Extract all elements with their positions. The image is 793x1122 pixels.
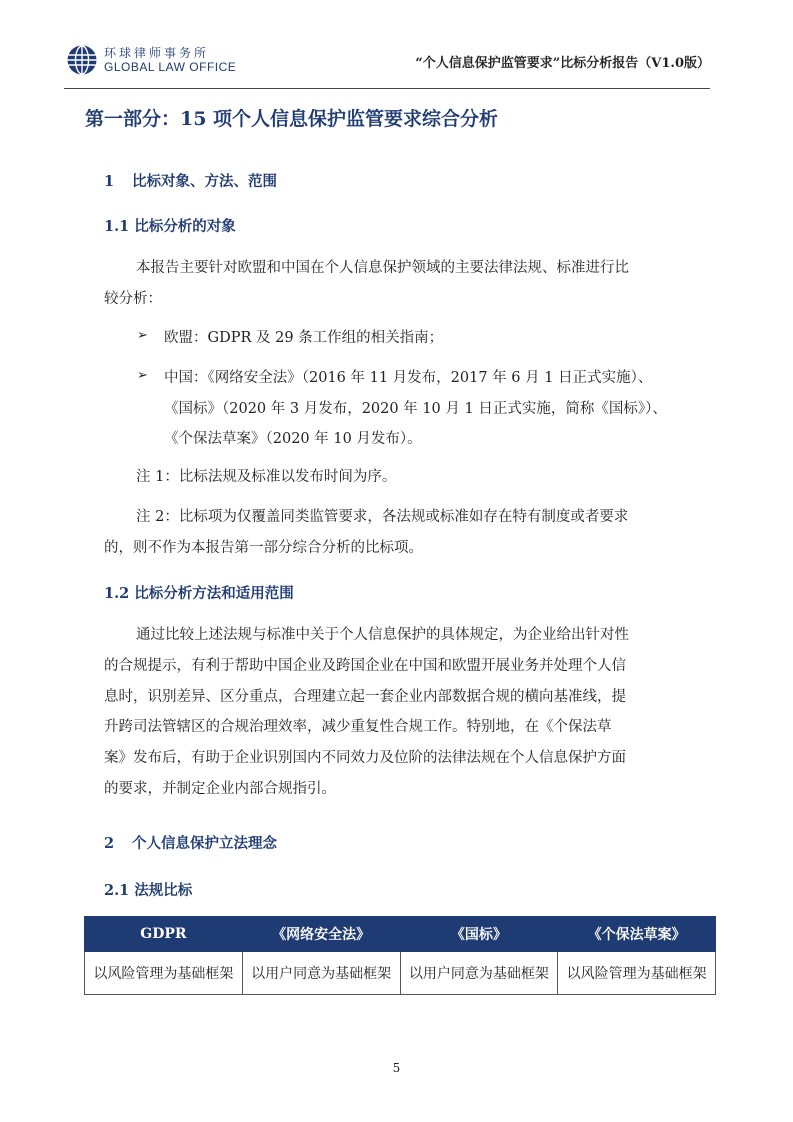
table-header-cell: 《网络安全法》 <box>242 917 400 952</box>
bullet-china-line-2: 《国标》（2020 年 3 月发布，2020 年 10 月 1 日正式实施，简称《国标》）、 <box>164 401 667 417</box>
intro-line-2: 较分析： <box>104 291 162 307</box>
table-row <box>85 952 716 995</box>
section-1-number: 1 <box>104 173 115 190</box>
method-line-5: 案》发布后，有助于企业识别国内不同效力及位阶的法律法规在个人信息保护方面 <box>104 750 626 766</box>
bullet-china-line-3: 《个保法草案》（2020 年 10 月发布）。 <box>164 431 422 447</box>
section-2-1-heading: 2.1 法规比标 <box>104 882 193 899</box>
report-header-title: “个人信息保护监管要求”比标分析报告（V1.0版） <box>415 56 710 71</box>
intro-line-1: 本报告主要针对欧盟和中国在个人信息保护领域的主要法律法规、标准进行比 <box>136 260 629 276</box>
table-cell: 以用户同意为基础框架 <box>242 952 400 995</box>
method-line-6: 的要求，并制定企业内部合规指引。 <box>104 781 336 797</box>
logo-english-name: GLOBAL LAW OFFICE <box>104 60 237 74</box>
section-2-heading <box>104 832 277 853</box>
comparison-table <box>84 916 716 995</box>
note-2-line-1: 注 2：比标项为仅覆盖同类监管要求，各法规或标准如存在特有制度或者要求 <box>136 509 629 525</box>
firm-logo <box>66 44 236 76</box>
arrow-bullet-icon: ➢ <box>137 368 148 383</box>
note-2-line-2: 的，则不作为本报告第一部分综合分析的比标项。 <box>104 540 423 556</box>
section-2-title: 个人信息保护立法理念 <box>132 835 277 852</box>
note-1: 注 1：比标法规及标准以发布时间为序。 <box>136 469 397 485</box>
method-line-4: 升跨司法管辖区的合规治理效率，减少重复性合规工作。特别地，在《个保法草 <box>104 719 612 735</box>
section-1-1-heading: 1.1 比标分析的对象 <box>104 218 236 235</box>
table-cell: 以风险管理为基础框架 <box>85 952 243 995</box>
header-divider <box>64 88 710 89</box>
table-header-cell: 《个保法草案》 <box>558 917 716 952</box>
section-1-title: 比标对象、方法、范围 <box>132 173 277 190</box>
section-1-heading <box>104 170 277 191</box>
table-cell: 以用户同意为基础框架 <box>400 952 558 995</box>
logo-chinese-name: 环球律师事务所 <box>104 46 210 60</box>
table-header-cell: GDPR <box>85 917 243 952</box>
section-1-2-heading: 1.2 比标分析方法和适用范围 <box>104 585 294 602</box>
bullet-china-line-1: 中国：《网络安全法》（2016 年 11 月发布，2017 年 6 月 1 日正式实施）、 <box>164 370 653 386</box>
section-2-number: 2 <box>104 835 115 852</box>
part-title: 第一部分：15 项个人信息保护监管要求综合分析 <box>85 108 499 130</box>
arrow-bullet-icon: ➢ <box>137 328 148 343</box>
method-line-3: 息时，识别差异、区分重点，合理建立起一套企业内部数据合规的横向基准线，提 <box>104 689 626 705</box>
table-cell: 以风险管理为基础框架 <box>558 952 716 995</box>
page-number: 5 <box>392 1061 401 1075</box>
table-header-row <box>85 917 716 952</box>
method-line-1: 通过比较上述法规与标准中关于个人信息保护的具体规定，为企业给出针对性 <box>136 627 629 643</box>
method-line-2: 的合规提示，有利于帮助中国企业及跨国企业在中国和欧盟开展业务并处理个人信 <box>104 658 626 674</box>
bullet-eu: 欧盟：GDPR 及 29 条工作组的相关指南； <box>164 330 444 346</box>
globe-icon <box>66 44 98 76</box>
table-header-cell: 《国标》 <box>400 917 558 952</box>
